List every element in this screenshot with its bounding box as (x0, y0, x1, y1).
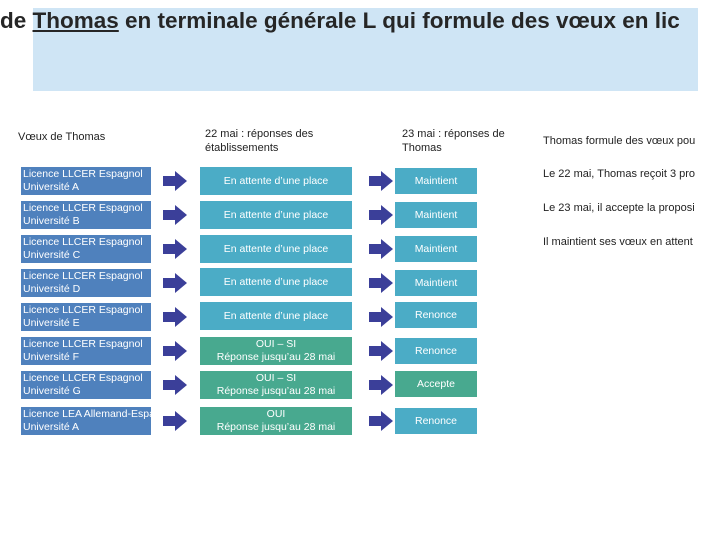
arrow-right-icon (369, 411, 393, 431)
arrow-right-icon (163, 171, 187, 191)
establishment-response: En attente d’une place (200, 235, 352, 263)
arrow-right-icon (369, 375, 393, 395)
wish-box: Licence LLCER Espagnol Université G (21, 371, 151, 399)
arrow-right-icon (163, 205, 187, 225)
establishment-response: En attente d’une place (200, 268, 352, 296)
arrow-right-icon (163, 273, 187, 293)
arrow-right-icon (369, 307, 393, 327)
note-line: Le 22 mai, Thomas reçoit 3 pro (543, 168, 696, 180)
wish-box: Licence LLCER Espagnol Université A (21, 167, 151, 195)
thomas-decision: Maintient (395, 168, 477, 194)
arrow-right-icon (163, 341, 187, 361)
arrow-right-icon (163, 239, 187, 259)
establishment-response: En attente d’une place (200, 201, 352, 229)
establishment-response: OUI – SI Réponse jusqu’au 28 mai (200, 337, 352, 365)
establishment-response: En attente d’une place (200, 167, 352, 195)
establishment-response: En attente d’une place (200, 302, 352, 330)
wish-box: Licence LLCER Espagnol Université D (21, 269, 151, 297)
note-line: Le 23 mai, il accepte la proposi (543, 202, 695, 214)
arrow-right-icon (369, 341, 393, 361)
thomas-decision: Accepte (395, 371, 477, 397)
arrow-right-icon (369, 171, 393, 191)
header-responses-23-may: 23 mai : réponses de Thomas (402, 128, 505, 154)
thomas-decision: Maintient (395, 202, 477, 228)
arrow-right-icon (369, 239, 393, 259)
thomas-decision: Renonce (395, 302, 477, 328)
thomas-decision: Maintient (395, 270, 477, 296)
note-line: Il maintient ses vœux en attent (543, 236, 693, 248)
arrow-right-icon (163, 307, 187, 327)
establishment-response: OUI – SI Réponse jusqu’au 28 mai (200, 371, 352, 399)
arrow-right-icon (369, 273, 393, 293)
wish-box: Licence LLCER Espagnol Université E (21, 303, 151, 331)
thomas-decision: Maintient (395, 236, 477, 262)
wish-box: Licence LLCER Espagnol Université F (21, 337, 151, 365)
establishment-response: OUI Réponse jusqu’au 28 mai (200, 407, 352, 435)
arrow-right-icon (163, 375, 187, 395)
wish-box: Licence LLCER Espagnol Université B (21, 201, 151, 229)
wish-box: Licence LLCER Espagnol Université C (21, 235, 151, 263)
header-explanation: Thomas formule des vœux pou (543, 135, 696, 147)
thomas-decision: Renonce (395, 408, 477, 434)
header-responses-22-may: 22 mai : réponses des établissements (205, 128, 314, 154)
page-title: de Thomas en terminale générale L qui formule des vœux en lic (0, 8, 680, 33)
arrow-right-icon (163, 411, 187, 431)
header-wishes: Vœux de Thomas (18, 131, 106, 143)
arrow-right-icon (369, 205, 393, 225)
thomas-decision: Renonce (395, 338, 477, 364)
wish-box: Licence LEA Allemand-Espagnol Université A (23, 408, 175, 433)
